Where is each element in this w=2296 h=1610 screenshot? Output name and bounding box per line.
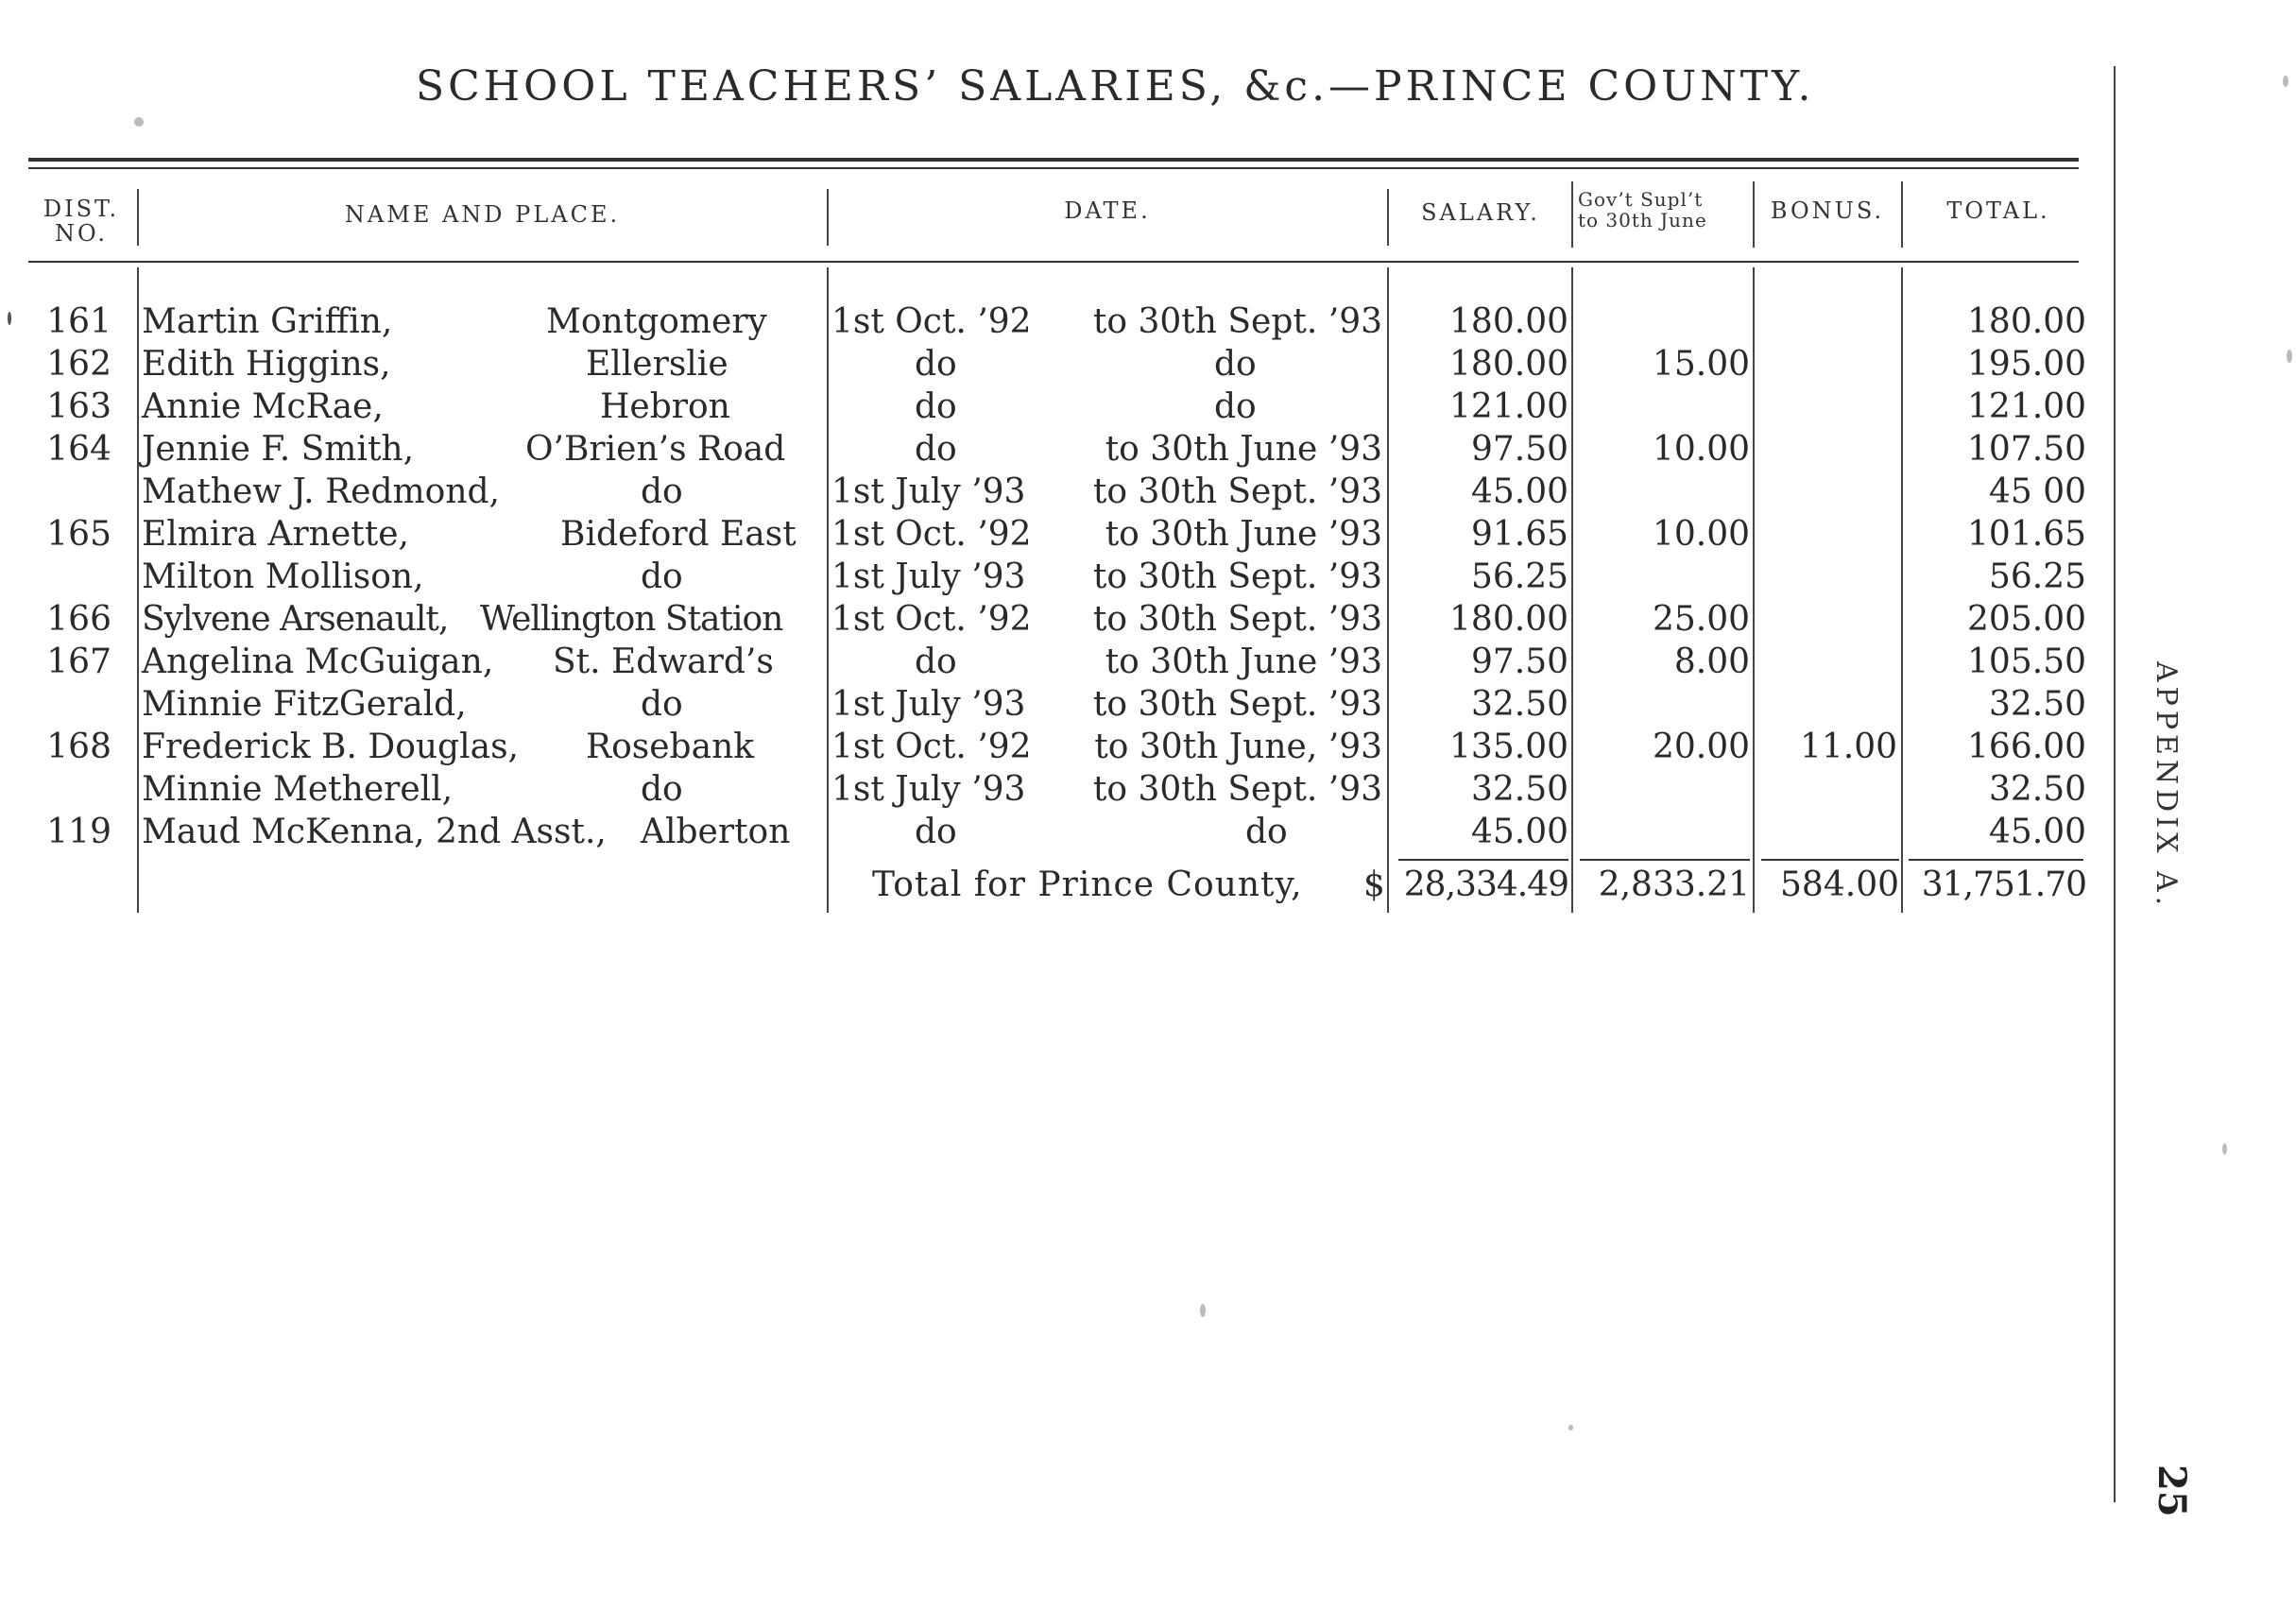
salary-cell: 32.50	[1470, 685, 1568, 724]
totals-rule	[1761, 859, 1899, 861]
dist-cell: 166	[46, 600, 111, 639]
govt-cell: 25.00	[1652, 600, 1750, 639]
name-cell: Sylvene Arsenault,	[142, 600, 449, 639]
salary-cell: 97.50	[1470, 430, 1568, 469]
date-from-cell: do	[915, 387, 957, 426]
header-salary: SALARY.	[1421, 199, 1540, 226]
name-cell: Milton Mollison,	[142, 557, 424, 596]
place-cell: do	[641, 685, 683, 724]
date-to-cell: to 30th June ’93	[1105, 515, 1382, 554]
page-edge-line	[2114, 66, 2116, 1502]
bonus-cell: 11.00	[1799, 728, 1897, 766]
page-title: SCHOOL TEACHERS’ SALARIES, &c.—PRINCE COUNTY.	[416, 62, 1815, 111]
date-to-cell: to 30th Sept. ’93	[1092, 302, 1382, 341]
date-from-cell: do	[915, 345, 957, 384]
date-to-cell: do	[1214, 387, 1257, 426]
total-cell: 195.00	[1967, 345, 2086, 384]
govt-cell: 10.00	[1652, 515, 1750, 554]
date-to-cell: to 30th Sept. ’93	[1092, 770, 1382, 809]
place-cell: do	[641, 770, 683, 809]
place-cell: Wellington Station	[480, 600, 783, 639]
totals-rule	[1398, 859, 1568, 861]
place-cell: Bideford East	[560, 515, 797, 554]
scan-speck	[1200, 1304, 1206, 1317]
dist-cell: 161	[46, 302, 111, 341]
name-cell: Elmira Arnette,	[142, 515, 409, 554]
total-cell: 180.00	[1967, 302, 2086, 341]
dist-cell: 119	[46, 813, 111, 851]
totals-currency: $	[1363, 865, 1385, 904]
scan-speck	[2222, 1143, 2227, 1155]
scan-speck	[2283, 76, 2288, 87]
date-from-cell: 1st Oct. ’92	[831, 728, 1032, 766]
totals-govt: 2,833.21	[1598, 865, 1750, 904]
salary-cell: 56.25	[1470, 557, 1568, 596]
dist-cell: 164	[46, 430, 111, 469]
place-cell: Montgomery	[546, 302, 767, 341]
dist-cell: 168	[46, 728, 111, 766]
date-from-cell: do	[915, 642, 957, 681]
date-from-cell: 1st July ’93	[831, 770, 1026, 809]
total-cell: 121.00	[1967, 387, 2086, 426]
header-dist	[28, 197, 134, 246]
header-total: TOTAL.	[1946, 197, 2050, 224]
header-divider-3	[1387, 189, 1389, 246]
name-cell: Edith Higgins,	[142, 345, 391, 384]
date-to-cell: to 30th Sept. ’93	[1092, 472, 1382, 511]
body-divider-6	[1901, 267, 1903, 913]
dist-cell: 163	[46, 387, 111, 426]
scan-speck	[134, 117, 144, 127]
date-to-cell: to 30th June ’93	[1105, 430, 1382, 469]
total-cell: 32.50	[1988, 685, 2086, 724]
total-cell: 56.25	[1988, 557, 2086, 596]
govt-cell: 8.00	[1673, 642, 1750, 681]
total-cell: 166.00	[1967, 728, 2086, 766]
place-cell: St. Edward’s	[553, 642, 774, 681]
total-cell: 32.50	[1988, 770, 2086, 809]
date-from-cell: 1st Oct. ’92	[831, 302, 1032, 341]
appendix-label: APPENDIX A.	[2150, 661, 2183, 911]
totals-total: 31,751.70	[1921, 865, 2086, 904]
salary-cell: 32.50	[1470, 770, 1568, 809]
total-cell: 45.00	[1988, 813, 2086, 851]
scan-speck	[1568, 1425, 1573, 1430]
name-cell: Jennie F. Smith,	[142, 430, 415, 469]
body-divider-5	[1753, 267, 1755, 913]
scan-speck	[8, 312, 11, 325]
header-name-place: NAME AND PLACE.	[344, 201, 621, 228]
header-rule	[28, 261, 2079, 263]
header-govt-line1: Gov’t Supl’t	[1578, 188, 1704, 211]
salary-cell: 97.50	[1470, 642, 1568, 681]
header-dist-line2: NO.	[55, 220, 108, 247]
totals-rule	[1909, 859, 2083, 861]
date-from-cell: 1st Oct. ’92	[831, 600, 1032, 639]
place-cell: Rosebank	[586, 728, 755, 766]
govt-cell: 20.00	[1652, 728, 1750, 766]
totals-rule	[1580, 859, 1750, 861]
header-bonus: BONUS.	[1770, 197, 1885, 224]
date-to-cell: to 30th Sept. ’93	[1092, 557, 1382, 596]
body-divider-4	[1571, 267, 1573, 913]
dist-cell: 165	[46, 515, 111, 554]
total-cell: 101.65	[1967, 515, 2086, 554]
govt-cell: 15.00	[1652, 345, 1750, 384]
body-divider-1	[137, 267, 139, 913]
date-to-cell: to 30th June, ’93	[1094, 728, 1382, 766]
header-govt-line2: to 30th June	[1578, 209, 1707, 231]
salary-cell: 135.00	[1449, 728, 1568, 766]
total-cell: 205.00	[1967, 600, 2086, 639]
header-divider-6	[1901, 181, 1903, 248]
date-from-cell: do	[915, 430, 957, 469]
date-from-cell: do	[915, 813, 957, 851]
govt-cell: 10.00	[1652, 430, 1750, 469]
place-cell: Ellerslie	[586, 345, 728, 384]
page-number: 25	[2150, 1464, 2194, 1517]
total-cell: 45 00	[1988, 472, 2086, 511]
name-cell: Martin Griffin,	[142, 302, 393, 341]
salary-cell: 91.65	[1470, 515, 1568, 554]
dist-cell: 162	[46, 345, 111, 384]
body-divider-2	[827, 267, 829, 913]
date-from-cell: 1st July ’93	[831, 685, 1026, 724]
place-cell: do	[641, 557, 683, 596]
totals-salary: 28,334.49	[1403, 865, 1568, 904]
place-cell: Hebron	[600, 387, 730, 426]
header-divider-4	[1571, 181, 1573, 248]
date-to-cell: to 30th Sept. ’93	[1092, 600, 1382, 639]
scan-speck	[2287, 350, 2292, 363]
header-dist-line1: DIST.	[43, 196, 120, 222]
name-cell: Minnie Metherell,	[142, 770, 454, 809]
salary-cell: 180.00	[1449, 345, 1568, 384]
place-cell: Alberton	[641, 813, 791, 851]
header-divider-2	[827, 189, 829, 246]
total-cell: 107.50	[1967, 430, 2086, 469]
totals-label: Total for Prince County,	[872, 865, 1303, 904]
date-from-cell: 1st Oct. ’92	[831, 515, 1032, 554]
header-govt-suppl	[1574, 189, 1756, 231]
salary-cell: 121.00	[1449, 387, 1568, 426]
name-cell: Mathew J. Redmond,	[142, 472, 501, 511]
top-rule-thin	[28, 167, 2079, 169]
place-cell: do	[641, 472, 683, 511]
name-cell: Minnie FitzGerald,	[142, 685, 467, 724]
totals-bonus: 584.00	[1780, 865, 1899, 904]
salary-cell: 45.00	[1470, 472, 1568, 511]
top-rule-thick	[28, 158, 2079, 162]
salary-cell: 180.00	[1449, 302, 1568, 341]
date-to-cell: do	[1214, 345, 1257, 384]
total-cell: 105.50	[1967, 642, 2086, 681]
salary-cell: 45.00	[1470, 813, 1568, 851]
header-divider-1	[137, 189, 139, 246]
name-cell: Maud McKenna, 2nd Asst.,	[142, 813, 607, 851]
date-from-cell: 1st July ’93	[831, 557, 1026, 596]
date-from-cell: 1st July ’93	[831, 472, 1026, 511]
header-date: DATE.	[1064, 197, 1151, 224]
date-to-cell: to 30th Sept. ’93	[1092, 685, 1382, 724]
name-cell: Frederick B. Douglas,	[142, 728, 519, 766]
salary-cell: 180.00	[1449, 600, 1568, 639]
name-cell: Annie McRae,	[142, 387, 384, 426]
dist-cell: 167	[46, 642, 111, 681]
name-cell: Angelina McGuigan,	[142, 642, 494, 681]
body-divider-3	[1387, 267, 1389, 913]
date-to-cell: to 30th June ’93	[1105, 642, 1382, 681]
place-cell: O’Brien’s Road	[525, 430, 786, 469]
date-to-cell: do	[1245, 813, 1288, 851]
